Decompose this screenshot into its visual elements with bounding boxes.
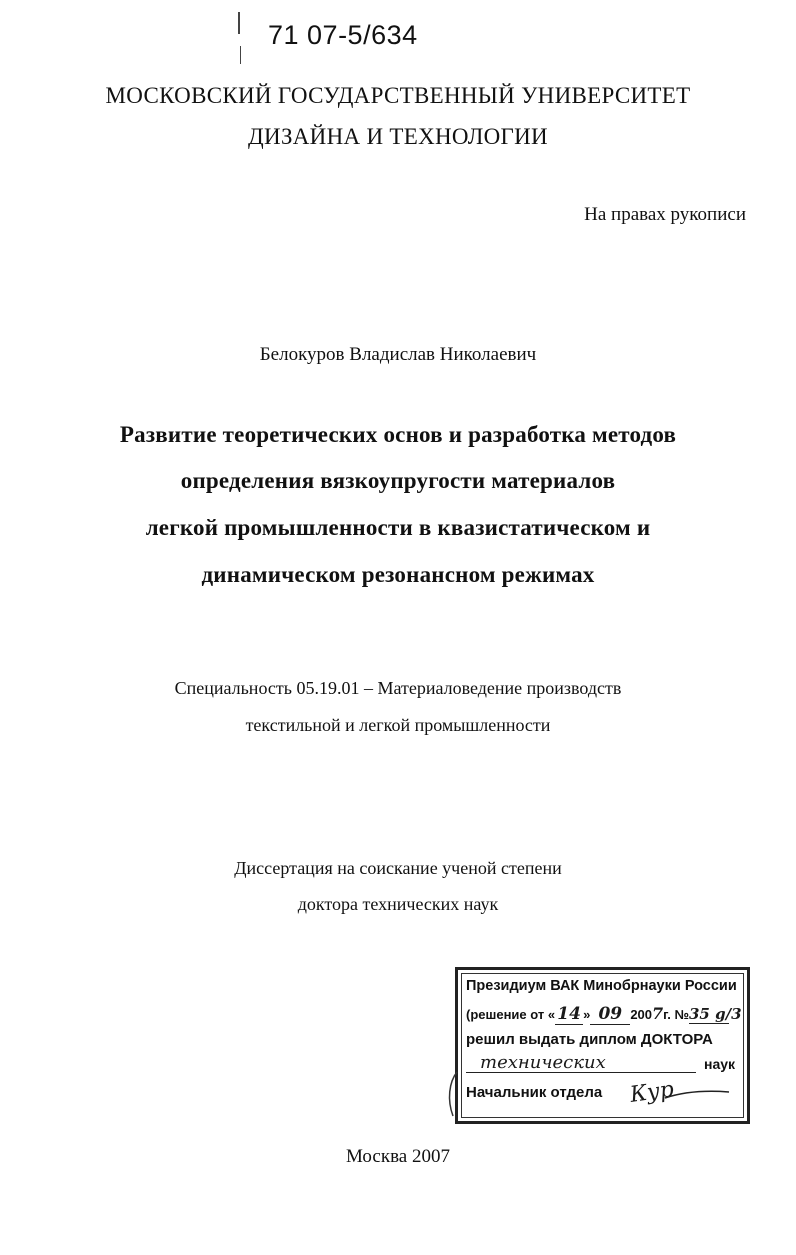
vak-stamp bbox=[455, 967, 750, 1124]
signature-stroke bbox=[663, 1086, 733, 1106]
head-label: Начальник отдела bbox=[466, 1084, 603, 1101]
author-name: Белокуров Владислав Николаевич bbox=[259, 344, 537, 365]
stamp-line3: решил выдать диплом ДОКТОРА bbox=[466, 1031, 713, 1048]
stamp-line1: Президиум ВАК Минобрнауки России bbox=[466, 978, 737, 994]
dissertation-line1: Диссертация на соискание ученой степени bbox=[234, 858, 562, 878]
decision-month: 09 bbox=[590, 1004, 630, 1025]
decision-prefix: (решение от « bbox=[466, 1007, 556, 1022]
decision-year-prefix: 200 bbox=[630, 1007, 653, 1022]
decision-num-prefix: г. № bbox=[663, 1007, 689, 1022]
rights-note: На правах рукописи bbox=[584, 204, 746, 225]
specialty-line2: текстильной и легкой промышленности bbox=[245, 715, 551, 735]
catalog-number: 71 07-5/634 bbox=[268, 20, 418, 50]
decision-day: 14 bbox=[555, 1004, 583, 1025]
specialty-line1: Специальность 05.19.01 – Материаловедение производств bbox=[174, 678, 622, 698]
scan-mark bbox=[240, 46, 241, 64]
thesis-title-line: определения вязкоупругости материалов bbox=[180, 468, 616, 493]
thesis-title-line: динамическом резонансном режимах bbox=[201, 562, 595, 587]
science-field: технических bbox=[480, 1052, 606, 1073]
dissertation-line2: доктора технических наук bbox=[297, 894, 499, 914]
scan-mark bbox=[238, 12, 240, 34]
stamp-decision-line bbox=[466, 1004, 742, 1025]
signature: Кур bbox=[628, 1077, 676, 1108]
university-name-line2: ДИЗАЙНА И ТЕХНОЛОГИИ bbox=[248, 124, 548, 149]
science-suffix: наук bbox=[704, 1056, 736, 1072]
thesis-title-line: легкой промышленности в квазистатическом и bbox=[145, 515, 651, 540]
decision-number: 35 g/3 bbox=[689, 1005, 742, 1023]
margin-bracket-mark bbox=[443, 1070, 463, 1120]
city-year: Москва 2007 bbox=[346, 1146, 450, 1167]
thesis-title-line: Развитие теоретических основ и разработка методов bbox=[119, 422, 677, 447]
university-name-line1: МОСКОВСКИЙ ГОСУДАРСТВЕННЫЙ УНИВЕРСИТЕТ bbox=[105, 83, 691, 108]
decision-mid: » bbox=[583, 1007, 591, 1022]
decision-year-digit: 7 bbox=[652, 1004, 664, 1023]
